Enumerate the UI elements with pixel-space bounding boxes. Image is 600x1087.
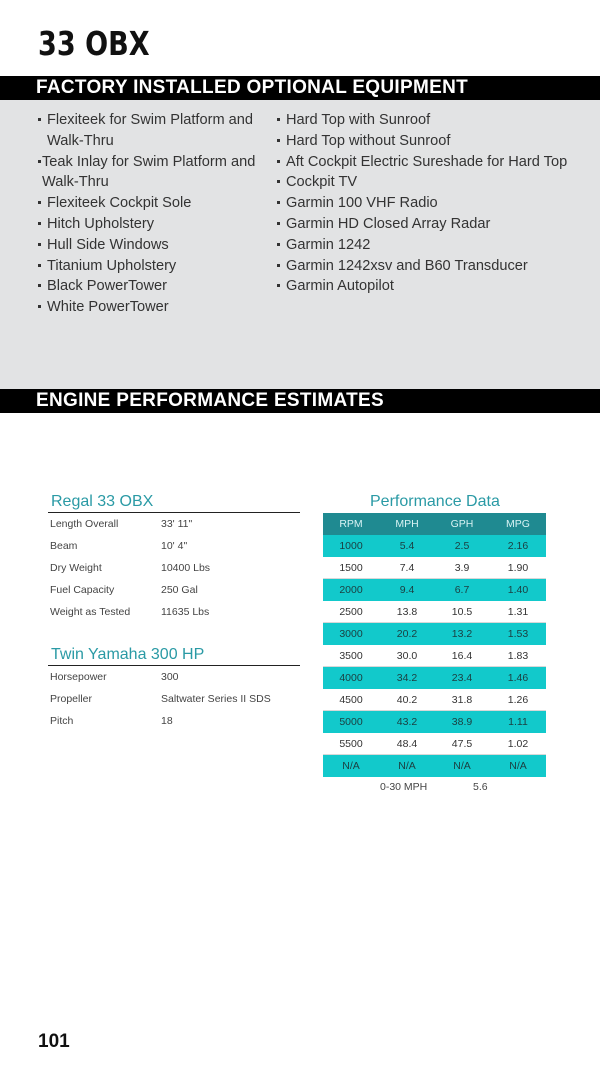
engine-performance-heading-bar [0,389,600,413]
table-row [323,755,546,777]
optional-equipment-list-right [277,110,597,297]
spec-value: Saltwater Series II SDS [161,693,271,705]
table-cell: 7.4 [399,562,415,574]
table-cell: 5500 [339,738,363,750]
column-header: RPM [339,518,363,530]
table-cell: 43.2 [396,716,418,728]
list-item: Aft Cockpit Electric Sureshade for Hard Top [277,152,597,173]
list-item: Black PowerTower [38,276,274,297]
table-cell: 30.0 [396,650,418,662]
list-item: Garmin 1242 [277,235,597,256]
table-cell: 2.16 [507,540,529,552]
table-cell: 5.4 [399,540,415,552]
table-cell: 3500 [339,650,363,662]
table-cell: 47.5 [451,738,473,750]
spec-label: Length Overall [50,518,119,530]
table-cell: 9.4 [399,584,415,596]
table-cell: 4500 [339,694,363,706]
spec-value: 250 Gal [161,584,198,596]
table-row [323,645,546,667]
spec-label: Dry Weight [50,562,102,574]
boat-specs-title: Regal 33 OBX [51,493,154,510]
spec-value: 33' 11" [161,518,193,530]
table-cell: 40.2 [396,694,418,706]
table-row [323,667,546,689]
acceleration-label: 0-30 MPH [380,781,428,793]
spec-label: Fuel Capacity [50,584,115,596]
list-item: Cockpit TV [277,172,597,193]
table-cell: 1.02 [507,738,529,750]
list-item: Garmin HD Closed Array Radar [277,214,597,235]
list-item: Hard Top without Sunroof [277,131,597,152]
table-cell: 1000 [339,540,363,552]
table-cell: 1.46 [507,672,529,684]
boat-specs-divider [48,512,300,513]
performance-header-row [323,513,546,535]
list-item: Garmin 1242xsv and B60 Transducer [277,256,597,277]
table-cell: 5000 [339,716,363,728]
table-cell: 23.4 [451,672,473,684]
spec-label: Weight as Tested [50,606,131,618]
table-cell: 34.2 [396,672,418,684]
spec-label: Beam [50,540,78,552]
engine-specs-divider [48,665,300,666]
table-cell: N/A [398,760,416,772]
column-header: GPH [450,518,474,530]
table-cell: 1.90 [507,562,529,574]
optional-equipment-panel [0,100,600,389]
spec-value: 300 [161,671,179,683]
column-header: MPH [395,518,419,530]
table-cell: 1.83 [507,650,529,662]
table-cell: 2000 [339,584,363,596]
table-row [323,579,546,601]
table-row [323,733,546,755]
spec-value: 18 [161,715,173,727]
table-cell: N/A [509,760,527,772]
table-cell: 2.5 [454,540,470,552]
list-item: Garmin 100 VHF Radio [277,193,597,214]
table-cell: 13.8 [396,606,418,618]
table-cell: 1500 [339,562,363,574]
list-item: Hull Side Windows [38,235,274,256]
table-cell: 6.7 [454,584,470,596]
table-row [323,689,546,711]
performance-title: Performance Data [370,493,500,510]
spec-label: Horsepower [50,671,107,683]
spec-label: Propeller [50,693,93,705]
optional-equipment-heading: FACTORY INSTALLED OPTIONAL EQUIPMENT [36,77,468,98]
table-cell: 3000 [339,628,363,640]
column-header: MPG [506,518,530,530]
spec-value: 10400 Lbs [161,562,211,574]
spec-label: Pitch [50,715,74,727]
table-cell: 1.26 [507,694,529,706]
table-cell: 1.53 [507,628,529,640]
optional-equipment-list-left [38,110,274,318]
table-cell: 4000 [339,672,363,684]
engine-performance-heading: ENGINE PERFORMANCE ESTIMATES [36,390,384,411]
optional-equipment-heading-bar [0,76,600,100]
table-cell: 1.11 [508,716,528,728]
acceleration-value: 5.6 [473,781,488,793]
page-title: 33 OBX [38,24,150,63]
table-cell: 20.2 [396,628,418,640]
table-cell: 1.31 [507,606,529,618]
table-row [323,601,546,623]
table-row [323,535,546,557]
table-row [323,557,546,579]
list-item: Flexiteek for Swim Platform and Walk-Thru [38,110,274,152]
table-cell: 1.40 [507,584,529,596]
table-cell: N/A [453,760,471,772]
table-cell: 16.4 [451,650,473,662]
table-cell: 10.5 [451,606,473,618]
list-item: Hitch Upholstery [38,214,274,235]
table-cell: 3.9 [454,562,470,574]
table-row [323,623,546,645]
page-number: 101 [38,1031,70,1052]
table-cell: 38.9 [451,716,473,728]
spec-value: 10' 4" [161,540,188,552]
table-cell: 48.4 [396,738,418,750]
list-item: Hard Top with Sunroof [277,110,597,131]
list-item: Flexiteek Cockpit Sole [38,193,274,214]
table-cell: N/A [342,760,360,772]
list-item: Titanium Upholstery [38,256,274,277]
performance-table [323,513,546,777]
table-cell: 31.8 [451,694,473,706]
table-row [323,711,546,733]
list-item: Garmin Autopilot [277,276,597,297]
list-item: White PowerTower [38,297,274,318]
engine-specs-title: Twin Yamaha 300 HP [51,646,205,663]
table-cell: 2500 [339,606,363,618]
list-item: Teak Inlay for Swim Platform and Walk-Thru [38,152,274,194]
spec-value: 11635 Lbs [161,606,210,618]
table-cell: 13.2 [451,628,473,640]
